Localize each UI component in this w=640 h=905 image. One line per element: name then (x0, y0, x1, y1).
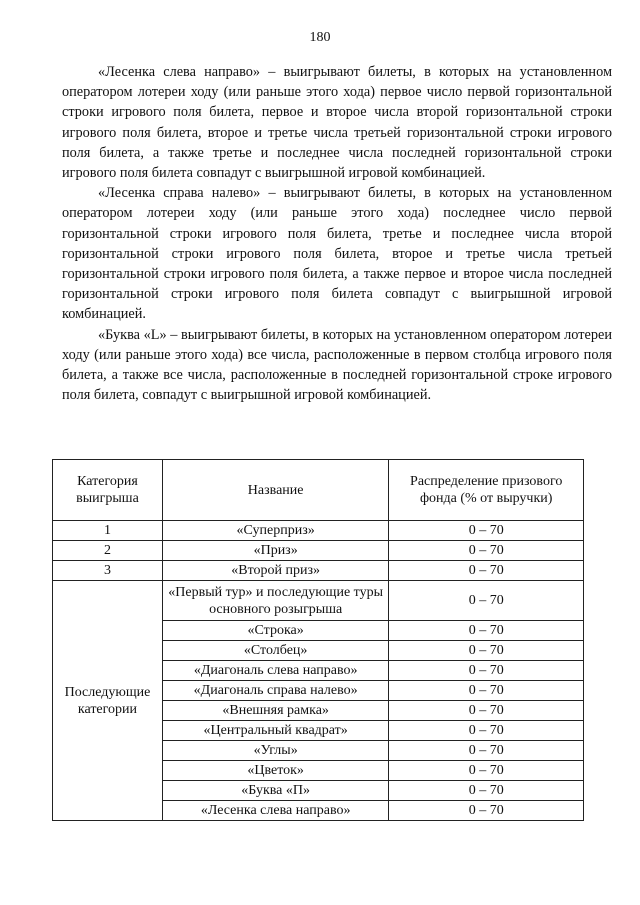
page-number: 180 (309, 30, 331, 45)
share-cell: 0 – 70 (389, 561, 584, 581)
share-cell: 0 – 70 (389, 641, 584, 661)
header-name: Название (162, 460, 388, 521)
name-cell: «Строка» (162, 621, 388, 641)
paragraph-ladder-left-right: «Лесенка слева направо» – выигрывают билеты, в которых на установленном оператором лотереи ходу (или раньше этого хода) первое число первой горизонтальной строки игрового поля билета, первое и второе числа второй горизонтальной строки игрового поля билета, второе и третье числа третьей горизонтальной строки игрового поля билета, а также третье и последнее числа последней горизонтальной строки игрового поля билета совпадут с выигрышной игровой комбинацией. (62, 64, 612, 182)
subsequent-category-cell: Последующие категории (53, 581, 163, 821)
share-cell: 0 – 70 (389, 621, 584, 641)
share-cell: 0 – 70 (389, 721, 584, 741)
share-cell: 0 – 70 (389, 681, 584, 701)
table-row (53, 561, 584, 581)
name-cell: «Лесенка слева направо» (162, 801, 388, 821)
share-cell: 0 – 70 (389, 701, 584, 721)
name-cell: «Первый тур» и последующие туры основного розыгрыша (162, 581, 388, 621)
name-cell: «Внешняя рамка» (162, 701, 388, 721)
name-cell: «Суперприз» (162, 521, 388, 541)
name-cell: «Центральный квадрат» (162, 721, 388, 741)
name-cell: «Диагональ справа налево» (162, 681, 388, 701)
name-cell: «Приз» (162, 541, 388, 561)
table-row (53, 581, 584, 621)
category-cell: 2 (53, 541, 163, 561)
share-cell: 0 – 70 (389, 741, 584, 761)
header-category: Категория выигрыша (53, 460, 163, 521)
name-cell: «Второй приз» (162, 561, 388, 581)
share-cell: 0 – 70 (389, 781, 584, 801)
share-cell: 0 – 70 (389, 801, 584, 821)
share-cell: 0 – 70 (389, 661, 584, 681)
paragraph-ladder-right-left: «Лесенка справа налево» – выигрывают билеты, в которых на установленном оператором лотереи ходу (или раньше этого хода) последнее число первой горизонтальной строки игрового поля билета, третье и последнее числа второй горизонтальной строки игрового поля билета, второе и третье числа третьей горизонтальной строки игрового поля билета, а также первое и второе числа последней горизонтальной строки игрового поля билета совпадут с выигрышной игровой комбинацией. (62, 185, 612, 323)
table-row (53, 521, 584, 541)
share-cell: 0 – 70 (389, 521, 584, 541)
share-cell: 0 – 70 (389, 761, 584, 781)
share-cell: 0 – 70 (389, 581, 584, 621)
name-cell: «Углы» (162, 741, 388, 761)
category-cell: 3 (53, 561, 163, 581)
name-cell: «Цветок» (162, 761, 388, 781)
category-cell: 1 (53, 521, 163, 541)
prize-distribution-table (52, 459, 584, 821)
paragraph-letter-l: «Буква «L» – выигрывают билеты, в которых на установленном оператором лотереи ходу (или раньше этого хода) все числа, расположенные в первом столбца игрового поля билета, а также все числа, расположенные в последней горизонтальной строке игрового поля билета, совпадут с выигрышной игровой комбинацией. (62, 326, 612, 404)
name-cell: «Столбец» (162, 641, 388, 661)
body-text (62, 62, 612, 405)
header-prize-share: Распределение призового фонда (% от выручки) (389, 460, 584, 521)
share-cell: 0 – 70 (389, 541, 584, 561)
name-cell: «Диагональ слева направо» (162, 661, 388, 681)
table-header-row (53, 460, 584, 521)
name-cell: «Буква «П» (162, 781, 388, 801)
table-row (53, 541, 584, 561)
